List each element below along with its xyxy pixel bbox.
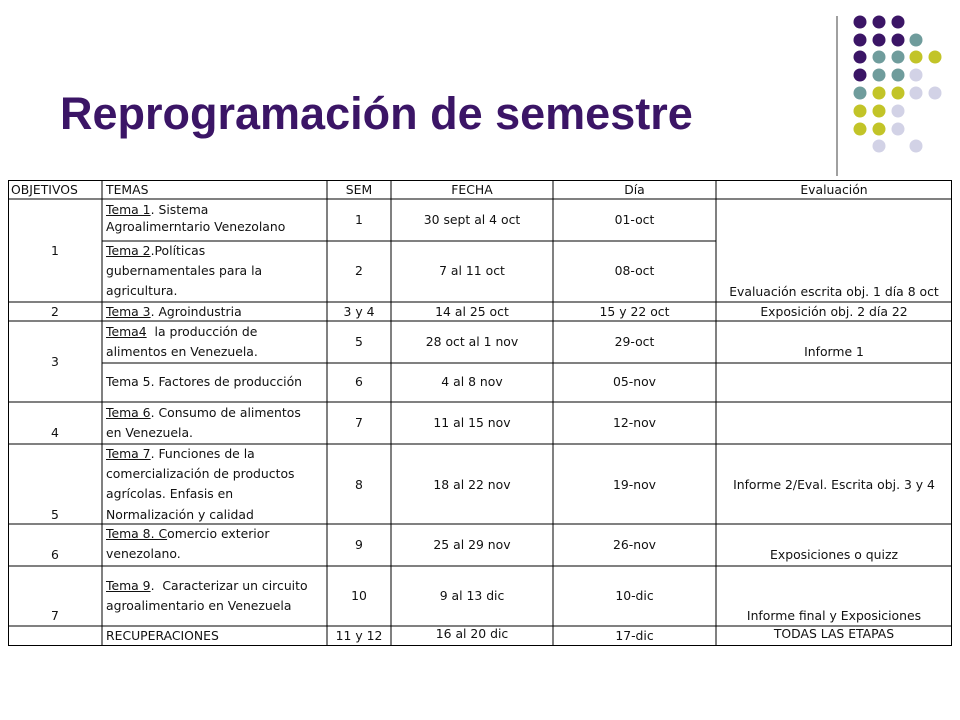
schedule-table [8, 180, 952, 646]
dot [873, 140, 886, 153]
dot [910, 69, 923, 82]
dia-cell: 29-oct [614, 334, 655, 349]
objective-cell: 7 [51, 608, 59, 623]
dot [892, 87, 905, 100]
tema-cell-line: agroalimentario en Venezuela [106, 598, 292, 613]
dot [854, 105, 867, 118]
dot [873, 105, 886, 118]
dot [892, 34, 905, 47]
dot [873, 34, 886, 47]
tema-link[interactable]: Tema 2 [106, 243, 151, 258]
decorative-dot-grid [0, 0, 960, 160]
evaluation-cell: Evaluación escrita obj. 1 día 8 oct [729, 284, 939, 299]
tema-cell: Tema 1. Sistema [106, 202, 209, 217]
dot [910, 34, 923, 47]
sem-cell: 11 y 12 [335, 628, 383, 643]
header-dia: Día [624, 182, 645, 197]
tema-cell-line: gubernamentales para la [106, 263, 263, 278]
objective-cell: 5 [51, 507, 59, 522]
dot [854, 123, 867, 136]
tema-cell-line: en Venezuela. [106, 425, 193, 440]
tema-cell: Tema 7. Funciones de la [106, 446, 255, 461]
objective-cell: 1 [51, 243, 59, 258]
tema-cell-line: agrícolas. Enfasis en [106, 486, 234, 501]
dia-cell: 17-dic [615, 628, 654, 643]
dot [910, 51, 923, 64]
tema-link[interactable]: Tema 3 [106, 304, 151, 319]
tema-link[interactable]: Tema 6 [106, 405, 151, 420]
fecha-cell: 30 sept al 4 oct [423, 212, 521, 227]
dia-cell: 10-dic [615, 588, 654, 603]
fecha-cell: 14 al 25 oct [435, 304, 509, 319]
fecha-cell: 11 al 15 nov [433, 415, 511, 430]
tema-cell: Tema 9. Caracterizar un circuito [106, 578, 308, 593]
dot [873, 123, 886, 136]
sem-cell: 8 [355, 477, 363, 492]
fecha-cell: 18 al 22 nov [433, 477, 511, 492]
fecha-cell: 7 al 11 oct [439, 263, 505, 278]
evaluation-cell: Informe 1 [804, 344, 864, 359]
objective-cell: 2 [51, 304, 59, 319]
fecha-cell: 16 al 20 dic [435, 626, 509, 641]
header-evaluacion: Evaluación [800, 182, 868, 197]
tema-cell-line: venezolano. [106, 546, 181, 561]
dot [873, 51, 886, 64]
sem-cell: 9 [355, 537, 363, 552]
evaluation-cell: Informe final y Exposiciones [746, 608, 922, 623]
header-sem: SEM [345, 182, 373, 197]
tema-cell: RECUPERACIONES [106, 628, 219, 643]
dot [910, 140, 923, 153]
dot [854, 34, 867, 47]
dot [929, 87, 942, 100]
dia-cell: 01-oct [614, 212, 655, 227]
dia-cell: 05-nov [612, 374, 656, 389]
tema-link[interactable]: Tema 8. C [106, 526, 168, 541]
sem-cell: 3 y 4 [343, 304, 375, 319]
tema-cell: Tema4 la producción de [106, 324, 258, 339]
dot [892, 51, 905, 64]
sem-cell: 6 [355, 374, 363, 389]
fecha-cell: 4 al 8 nov [441, 374, 503, 389]
tema-cell: Tema 2.Políticas [106, 243, 206, 258]
evaluation-cell: Exposiciones o quizz [770, 547, 898, 562]
dot [873, 16, 886, 29]
tema-link[interactable]: Tema 7 [106, 446, 151, 461]
tema-cell: Tema 3. Agroindustria [106, 304, 242, 319]
tema-cell: Tema 5. Factores de producción [106, 374, 303, 389]
dot [854, 87, 867, 100]
sem-cell: 7 [355, 415, 363, 430]
header-objetivos: OBJETIVOS [11, 182, 78, 197]
tema-link[interactable]: Tema 9 [106, 578, 151, 593]
fecha-cell: 28 oct al 1 nov [425, 334, 519, 349]
dot [854, 16, 867, 29]
tema-cell-line: Agroalimerntario Venezolano [106, 219, 286, 234]
dot [892, 105, 905, 118]
fecha-cell: 9 al 13 dic [439, 588, 505, 603]
tema-cell-line: Normalización y calidad [106, 507, 254, 522]
sem-cell: 10 [351, 588, 367, 603]
header-fecha: FECHA [451, 182, 493, 197]
evaluation-cell: Informe 2/Eval. Escrita obj. 3 y 4 [733, 477, 935, 492]
objective-cell: 3 [51, 354, 59, 369]
objective-cell: 4 [51, 425, 59, 440]
sem-cell: 2 [355, 263, 363, 278]
evaluation-cell: TODAS LAS ETAPAS [773, 626, 895, 641]
sem-cell: 5 [355, 334, 363, 349]
tema-cell-line: alimentos en Venezuela. [106, 344, 258, 359]
dia-cell: 19-nov [612, 477, 656, 492]
dia-cell: 12-nov [612, 415, 656, 430]
dia-cell: 08-oct [614, 263, 655, 278]
dia-cell: 26-nov [612, 537, 656, 552]
dot [873, 69, 886, 82]
dot [892, 69, 905, 82]
tema-cell: Tema 6. Consumo de alimentos [106, 405, 301, 420]
dia-cell: 15 y 22 oct [599, 304, 670, 319]
tema-link[interactable]: Tema4 [106, 324, 147, 339]
dot [892, 16, 905, 29]
dot [854, 51, 867, 64]
sem-cell: 1 [355, 212, 363, 227]
dot [873, 87, 886, 100]
dot [854, 69, 867, 82]
tema-cell-line: agricultura. [106, 283, 178, 298]
objective-cell: 6 [51, 547, 59, 562]
dot [929, 51, 942, 64]
dot [910, 87, 923, 100]
page-title: Reprogramación de semestre [60, 88, 693, 139]
tema-link[interactable]: Tema 1 [106, 202, 151, 217]
tema-cell: Tema 8. Comercio exterior [106, 526, 270, 541]
fecha-cell: 25 al 29 nov [433, 537, 511, 552]
tema-cell-line: comercialización de productos [106, 466, 295, 481]
header-temas: TEMAS [106, 182, 149, 197]
evaluation-cell: Exposición obj. 2 día 22 [760, 304, 908, 319]
dot [892, 123, 905, 136]
